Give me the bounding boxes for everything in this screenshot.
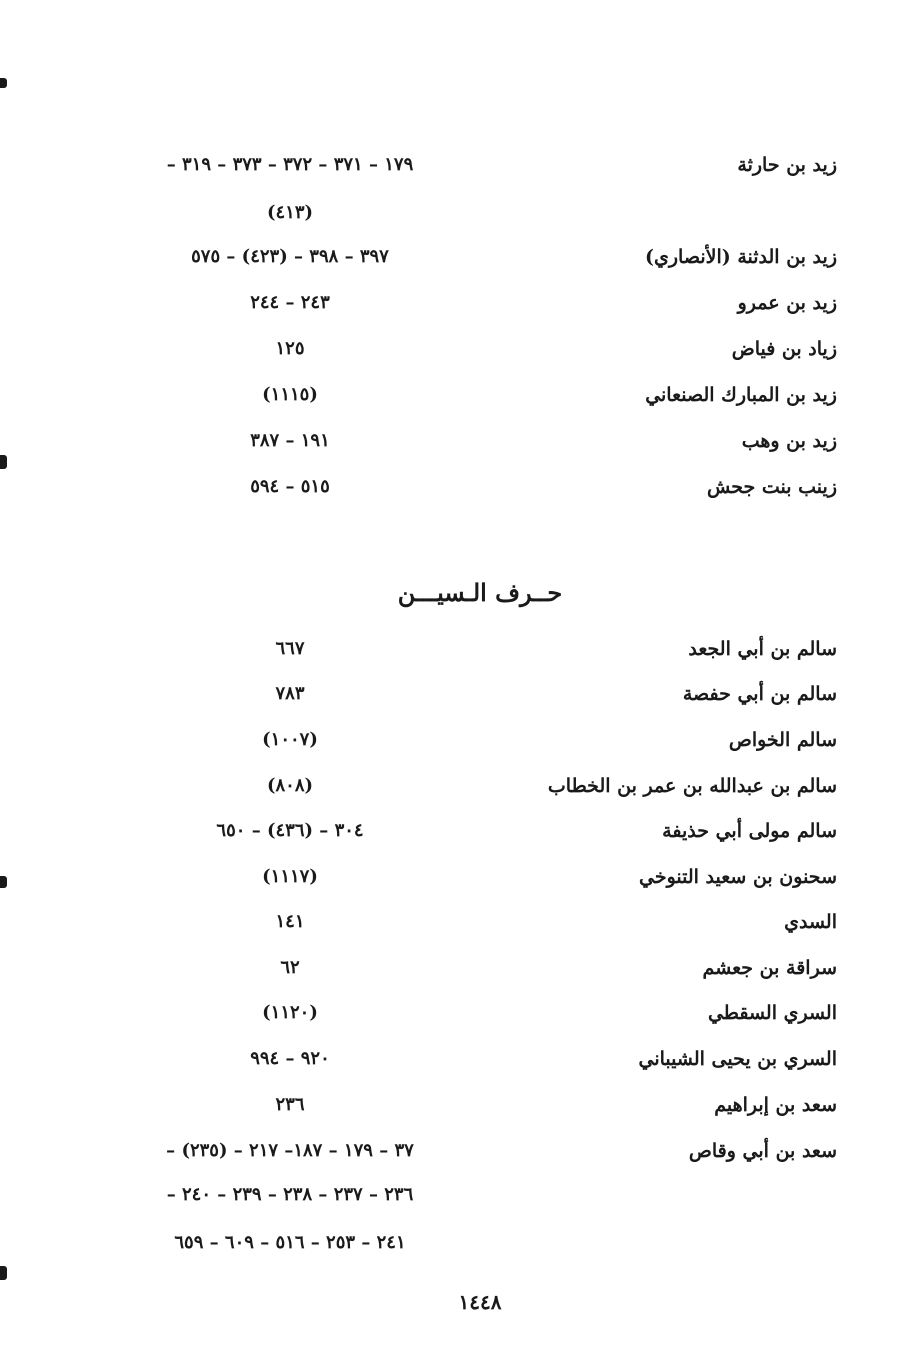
entry-pages: ٣٧ – ١٧٩ – ١٨٧– ٢١٧ – (٢٣٥) – — [166, 1140, 414, 1161]
index-entry — [0, 1138, 923, 1178]
index-entry — [0, 474, 923, 514]
index-entry — [0, 909, 923, 949]
entry-pages: ٢٣٦ – ٢٣٧ – ٢٣٨ – ٢٣٩ – ٢٤٠ – — [166, 1184, 414, 1205]
entry-pages: (١٠٠٧) — [262, 729, 318, 750]
entry-name: سراقة بن جعشم — [702, 957, 837, 979]
entry-pages: ١٩١ – ٣٨٧ — [250, 430, 330, 451]
entry-name: زيد بن المبارك الصنعاني — [645, 384, 837, 406]
entry-name: سالم بن أبي الجعد — [688, 638, 837, 660]
index-entry-continuation — [0, 1182, 923, 1222]
index-entry — [0, 773, 923, 813]
index-entry — [0, 727, 923, 767]
entry-pages: (١١١٥) — [262, 384, 318, 405]
section-heading: حــرف الـسيـــن — [397, 578, 563, 607]
entry-name: سالم مولى أبي حذيفة — [662, 820, 837, 842]
index-entry — [0, 1092, 923, 1132]
index-entry — [0, 290, 923, 330]
entry-pages: ٥١٥ – ٥٩٤ — [250, 476, 330, 497]
index-entry — [0, 336, 923, 376]
entry-pages: ٢٤١ – ٢٥٣ – ٥١٦ – ٦٠٩ – ٦٥٩ — [174, 1232, 406, 1253]
entry-name: سالم الخواص — [728, 729, 837, 751]
entry-name: سالم بن أبي حفصة — [682, 683, 837, 705]
index-entry — [0, 382, 923, 422]
index-entry — [0, 818, 923, 858]
entry-pages: ١٢٥ — [275, 338, 305, 359]
entry-pages: (٨٠٨) — [266, 775, 314, 796]
entry-pages: ٣٩٧ – ٣٩٨ – (٤٢٣) – ٥٧٥ — [191, 246, 389, 267]
entry-name: سعد بن إبراهيم — [714, 1094, 837, 1116]
entry-pages: ١٧٩ – ٣٧١ – ٣٧٢ – ٣٧٣ – ٣١٩ – — [166, 154, 414, 175]
index-entry — [0, 244, 923, 284]
index-entry — [0, 152, 923, 192]
entry-name: زيد بن وهب — [741, 430, 837, 452]
entry-pages: ٩٢٠ – ٩٩٤ — [250, 1048, 330, 1069]
entry-name: زياد بن فياض — [731, 338, 837, 360]
entry-name: السري السقطي — [707, 1002, 837, 1024]
entry-name: سحنون بن سعيد التنوخي — [638, 866, 837, 888]
entry-name: زينب بنت جحش — [707, 476, 837, 498]
scan-edge-mark — [0, 1266, 7, 1280]
entry-name: زيد بن عمرو — [737, 292, 837, 314]
index-entry — [0, 636, 923, 676]
index-entry-continuation — [0, 1230, 923, 1270]
entry-pages: ٢٤٣ – ٢٤٤ — [250, 292, 330, 313]
index-entry — [0, 681, 923, 721]
index-entry-continuation — [0, 200, 923, 240]
entry-name: زيد بن الدثنة (الأنصاري) — [645, 246, 837, 268]
entry-name: زيد بن حارثة — [737, 154, 837, 176]
entry-name: السري بن يحيى الشيباني — [638, 1048, 837, 1070]
entry-pages: (٤١٣) — [266, 202, 314, 223]
scan-edge-mark — [0, 455, 7, 469]
index-entry — [0, 864, 923, 904]
index-entry — [0, 428, 923, 468]
entry-pages: ٢٣٦ — [275, 1094, 305, 1115]
entry-pages: ٧٨٣ — [275, 683, 305, 704]
entry-name: سعد بن أبي وقاص — [688, 1140, 837, 1162]
scan-edge-mark — [0, 78, 7, 88]
entry-name: سالم بن عبدالله بن عمر بن الخطاب — [547, 775, 837, 797]
entry-pages: (١١٢٠) — [262, 1002, 318, 1023]
index-entry — [0, 955, 923, 995]
index-entry — [0, 1000, 923, 1040]
page-number: ١٤٤٨ — [458, 1290, 502, 1314]
entry-pages: ٦٦٧ — [275, 638, 305, 659]
entry-pages: ١٤١ — [275, 911, 305, 932]
scan-edge-mark — [0, 876, 7, 888]
entry-pages: ٣٠٤ – (٤٣٦) – ٦٥٠ — [216, 820, 364, 841]
entry-pages: (١١١٧) — [262, 866, 318, 887]
entry-pages: ٦٢ — [280, 957, 300, 978]
entry-name: السدي — [784, 911, 837, 933]
index-entry — [0, 1046, 923, 1086]
